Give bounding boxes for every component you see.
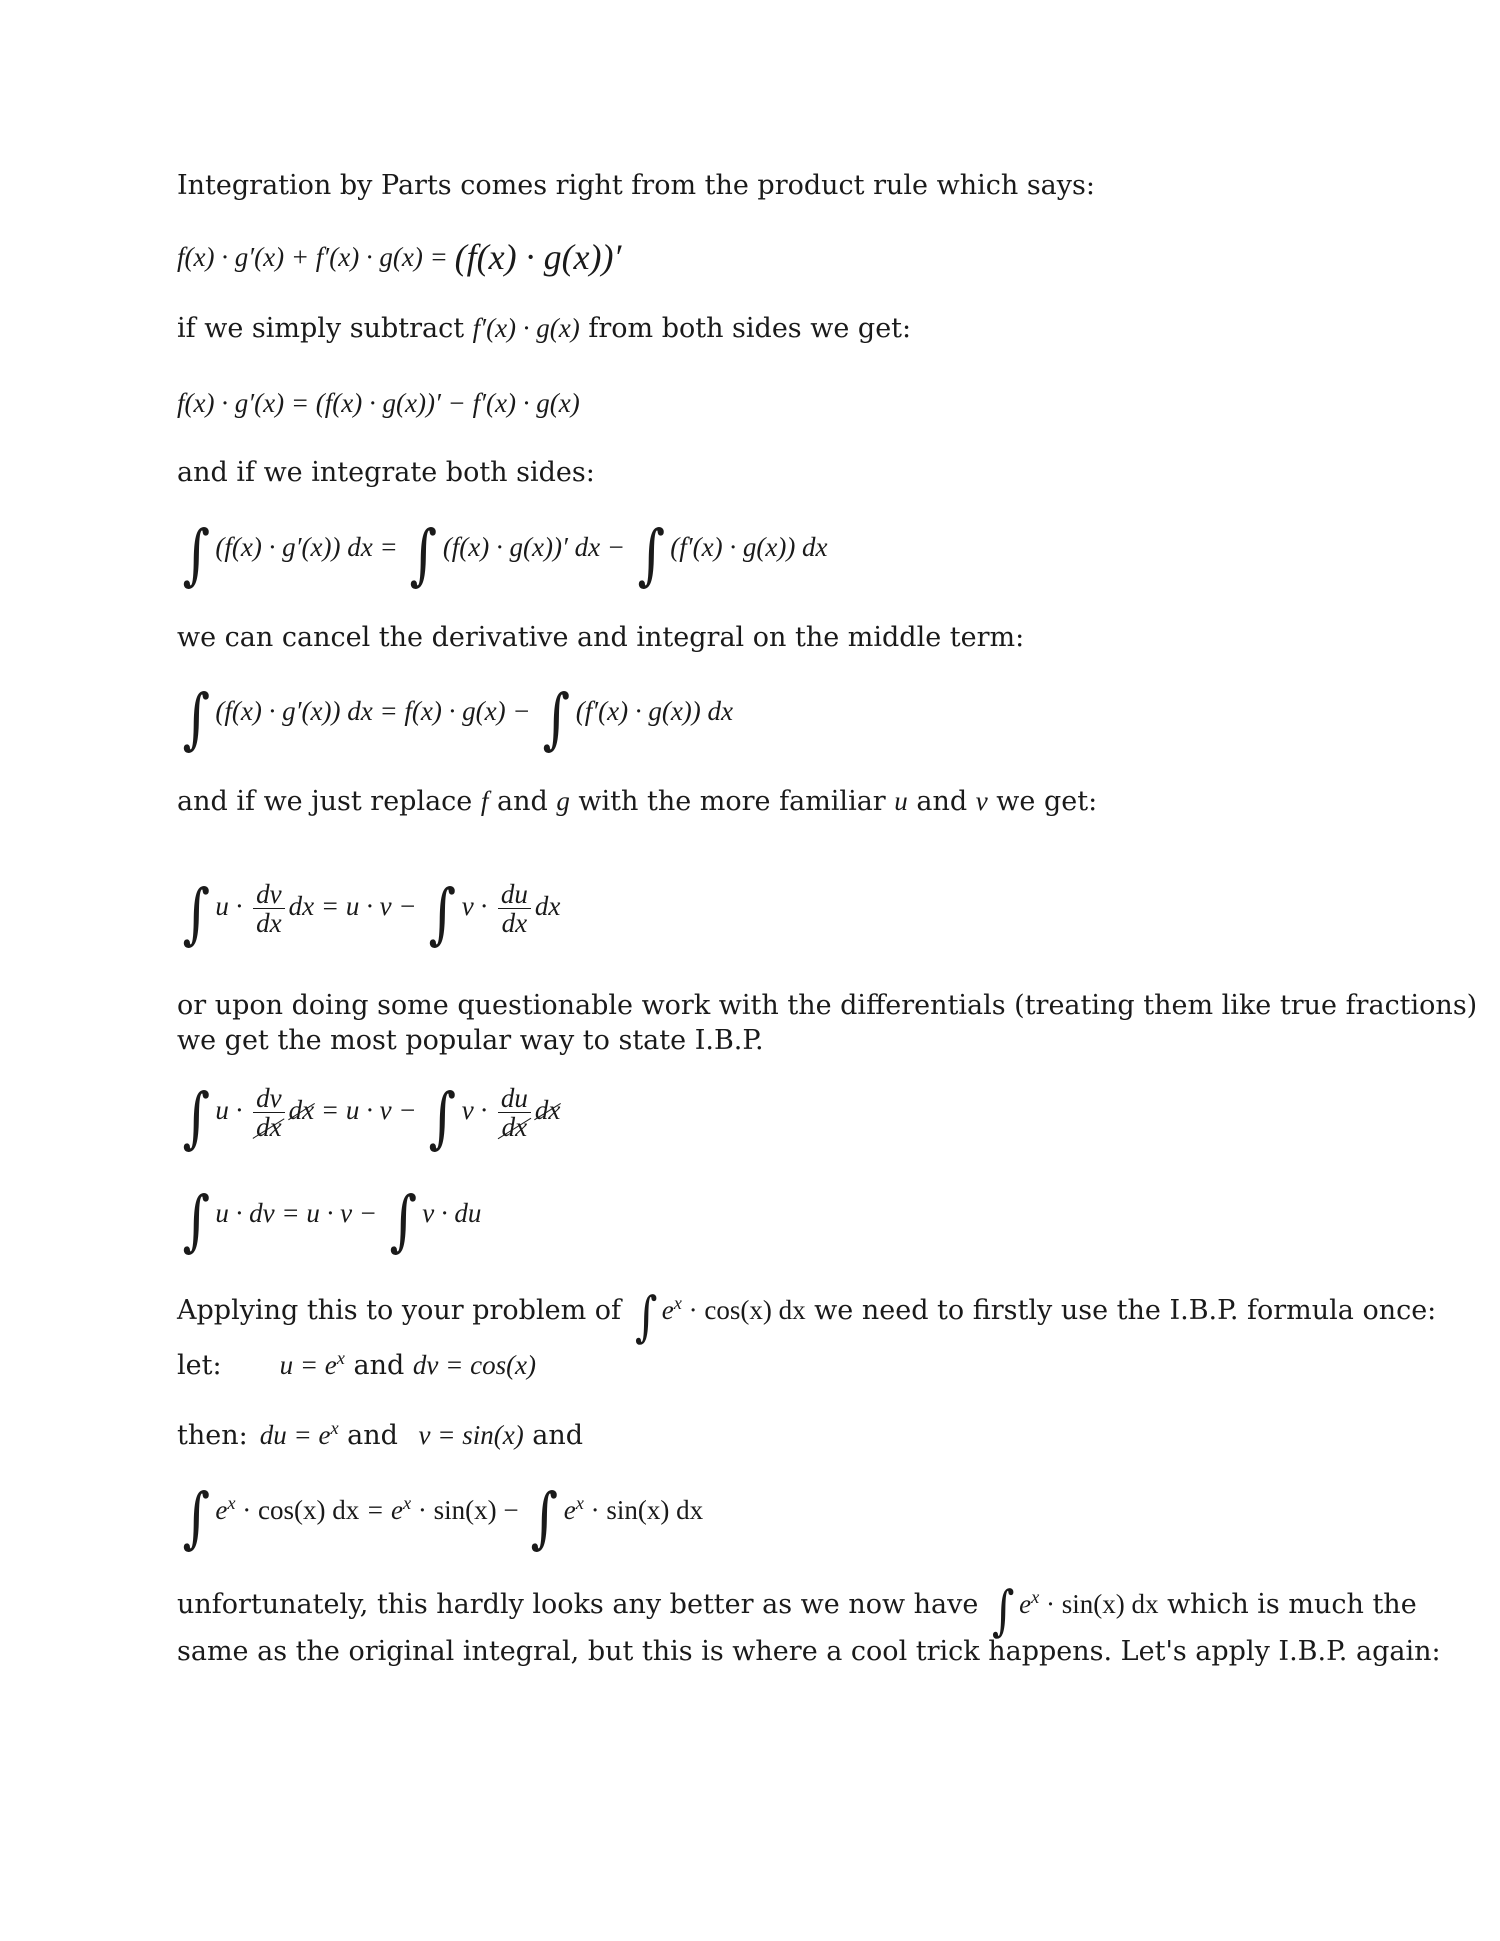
equation-term: u ·: [215, 1095, 250, 1126]
text-segment: if we simply subtract: [177, 313, 473, 344]
paragraph-differentials: [177, 988, 1477, 1058]
equation-term: (f(x) · g′(x)) dx =: [215, 531, 405, 562]
inline-math-u: u: [894, 786, 908, 816]
text-segment: unfortunately, this hardly looks any better as we now have: [177, 1588, 987, 1620]
let-definitions: [177, 1348, 536, 1381]
equation-term: (f′(x) · g(x)) dx: [575, 695, 734, 726]
paragraph-replace-uv: [177, 786, 1097, 817]
paragraph-unfortunately: [177, 1579, 1417, 1642]
equation-cancelled: [177, 680, 734, 757]
equation-first-ibp: [177, 1479, 704, 1556]
equation-term: v · du: [422, 1197, 482, 1228]
cancelled-dx: dx: [288, 1095, 315, 1126]
fraction-numerator: dv: [253, 1084, 284, 1113]
equation-term: (f(x) · g(x))′ dx −: [442, 531, 632, 562]
fraction-dv-dx-cancelled: [253, 1084, 284, 1142]
equation-term: · sin(x) −: [411, 1494, 526, 1525]
integral-sign: ∫: [182, 680, 210, 757]
paragraph-unfortunately-line2: same as the original integral, but this is where a cool trick happens. Let's apply I.B.P. again:: [177, 1636, 1441, 1667]
inline-math-f: f: [480, 786, 489, 816]
paragraph-line: we get the most popular way to state I.B.P.: [177, 1025, 764, 1056]
paragraph-product-rule-intro: Integration by Parts comes right from the product rule which says:: [177, 170, 1095, 201]
text-segment: Applying this to your problem of: [177, 1294, 630, 1326]
integral-sign: ∫: [182, 1479, 210, 1556]
paragraph-integrate: and if we integrate both sides:: [177, 457, 595, 488]
equation-term: e: [1019, 1588, 1032, 1619]
superscript: x: [330, 1418, 339, 1438]
text-segment: which is much the: [1158, 1588, 1417, 1620]
text-segment: with the more familiar: [569, 786, 895, 817]
then-definitions: [177, 1418, 583, 1451]
then-du: [260, 1420, 339, 1450]
equation-product-rule: [177, 236, 621, 278]
inline-math-v: v: [975, 786, 988, 816]
text-segment: and: [338, 1420, 407, 1452]
fraction-dv-dx: [253, 880, 284, 938]
inline-math-g: g: [556, 786, 570, 816]
integral-sign: ∫: [389, 1182, 417, 1259]
text-segment: and: [344, 1350, 413, 1382]
integral-sign: ∫: [428, 875, 457, 953]
equation-term: = u · v −: [314, 891, 424, 922]
superscript: x: [336, 1348, 345, 1368]
text-segment: from both sides we get:: [579, 313, 912, 344]
text-segment: we get:: [987, 786, 1098, 817]
text-segment: and if we just replace: [177, 786, 481, 817]
equation-integrated: [177, 516, 828, 593]
equation-cancel-differentials: [177, 1079, 561, 1157]
cancelled-dx: dx: [498, 1113, 531, 1141]
integral-sign: ∫: [542, 680, 571, 757]
equation-term: u · dv = u · v −: [215, 1197, 384, 1228]
equation-term: = u · v −: [314, 1095, 424, 1126]
inline-integral-ex-sin: [987, 1579, 1159, 1642]
text-segment: we need to firstly use the I.B.P. formula once:: [805, 1294, 1437, 1326]
equation-term: dx: [288, 891, 315, 922]
superscript: x: [673, 1292, 682, 1313]
fraction-du-dx: [498, 880, 531, 938]
equation-product-rule-rhs: (f(x) · g(x))′: [454, 237, 622, 277]
integral-sign: ∫: [637, 516, 665, 593]
paragraph-cancel: we can cancel the derivative and integral on the middle term:: [177, 622, 1025, 653]
inline-integral-ex-cos: [630, 1285, 806, 1348]
integral-sign: ∫: [530, 1479, 559, 1556]
equation-term: du = e: [259, 1420, 331, 1451]
label-then: then:: [177, 1420, 248, 1452]
integral-sign: ∫: [182, 1079, 210, 1157]
let-dv: dv = cos(x): [412, 1350, 537, 1381]
superscript: x: [575, 1492, 584, 1513]
integral-sign: ∫: [182, 516, 210, 593]
equation-uv-fractions: [177, 875, 561, 953]
integral-sign: ∫: [409, 516, 438, 593]
equation-term: u = e: [279, 1350, 337, 1381]
fraction-du-dx-cancelled: [498, 1084, 531, 1142]
equation-term: v ·: [461, 891, 494, 922]
equation-term: (f′(x) · g(x)) dx: [670, 531, 828, 562]
paragraph-subtract: [177, 313, 911, 344]
fraction-numerator: dv: [253, 880, 284, 909]
superscript: x: [1031, 1586, 1040, 1607]
equation-term: · sin(x) dx: [583, 1494, 704, 1525]
text-segment: and: [907, 786, 976, 817]
paragraph-applying: [177, 1285, 1437, 1348]
integral-sign: ∫: [182, 1182, 210, 1259]
text-segment: and: [523, 1420, 584, 1452]
fraction-denominator: dx: [256, 908, 282, 939]
cancelled-dx: dx: [534, 1095, 561, 1126]
integral-sign: ∫: [991, 1579, 1015, 1642]
equation-term: e: [661, 1294, 674, 1325]
equation-term: v ·: [461, 1095, 494, 1126]
equation-term: (f(x) · g′(x)) dx = f(x) · g(x) −: [215, 695, 538, 726]
label-let: let:: [177, 1350, 222, 1382]
cancelled-dx: dx: [253, 1113, 284, 1141]
equation-term: · sin(x) dx: [1039, 1588, 1159, 1619]
equation-product-rule-lhs: f(x) · g′(x) + f′(x) · g(x) =: [177, 242, 455, 273]
superscript: x: [227, 1492, 236, 1513]
equation-term: = e: [359, 1494, 403, 1525]
text-segment: and: [488, 786, 557, 817]
paragraph-line: or upon doing some questionable work with the differentials (treating them like true fractions): [177, 990, 1478, 1021]
integral-sign: ∫: [634, 1285, 657, 1348]
equation-term: e: [563, 1494, 576, 1525]
fraction-numerator: du: [498, 880, 531, 909]
integral-sign: ∫: [182, 875, 210, 953]
integral-sign: ∫: [428, 1079, 457, 1157]
equation-term: dx: [534, 891, 561, 922]
equation-rearranged: f(x) · g′(x) = (f(x) · g(x))′ − f′(x) · g(x): [177, 388, 580, 418]
fraction-numerator: du: [498, 1084, 531, 1113]
then-v: v = sin(x): [418, 1420, 524, 1451]
equation-term: · cos(x) dx: [235, 1494, 360, 1525]
fraction-denominator: dx: [501, 908, 528, 939]
equation-term: e: [215, 1494, 228, 1525]
superscript: x: [402, 1492, 412, 1513]
inline-math-subtract-term: f′(x) · g(x): [472, 313, 580, 343]
equation-ibp-formula: [177, 1182, 482, 1259]
let-u: [280, 1350, 345, 1380]
equation-term: · cos(x) dx: [681, 1294, 806, 1325]
equation-term: u ·: [215, 891, 250, 922]
